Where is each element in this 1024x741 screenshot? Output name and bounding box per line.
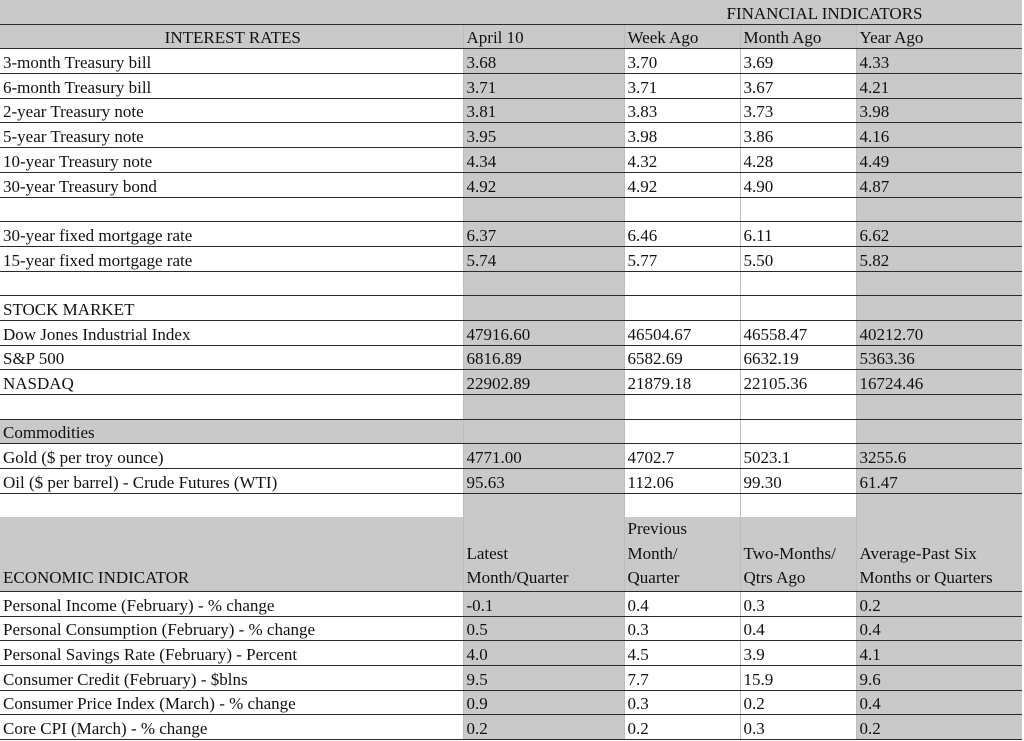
- cell-two-ago: 3.9: [740, 641, 856, 666]
- cell-year-ago: 5363.36: [856, 345, 1022, 370]
- section-label: INTEREST RATES: [0, 24, 463, 49]
- cell-year-ago: 4.16: [856, 123, 1022, 148]
- cell-week-ago: 3.70: [624, 49, 740, 74]
- cell-latest: 0.2: [463, 715, 624, 740]
- table-row: [0, 469, 1022, 494]
- page-title: FINANCIAL INDICATORS: [624, 0, 1022, 24]
- table-row: [0, 246, 1022, 271]
- column-header: Average-Past Six Months or Quarters: [856, 517, 1022, 591]
- cell-previous: 7.7: [624, 666, 740, 691]
- table-row: [0, 222, 1022, 247]
- column-header: Two-Months/ Qtrs Ago: [740, 517, 856, 591]
- cell-month-ago: 4.28: [740, 148, 856, 173]
- cell-average: 0.4: [856, 690, 1022, 715]
- cell-year-ago: 6.62: [856, 222, 1022, 247]
- stock-market-header: [0, 296, 1022, 321]
- cell-year-ago: 4.33: [856, 49, 1022, 74]
- table-row: [0, 616, 1022, 641]
- cell-year-ago: 40212.70: [856, 320, 1022, 345]
- cell-year-ago: 4.21: [856, 74, 1022, 99]
- cell-current: 22902.89: [463, 370, 624, 395]
- cell-week-ago: 21879.18: [624, 370, 740, 395]
- cell-current: 3.95: [463, 123, 624, 148]
- cell-two-ago: 0.2: [740, 690, 856, 715]
- table-row: [0, 345, 1022, 370]
- spacer-row: [0, 197, 1022, 222]
- cell-current: 4.92: [463, 172, 624, 197]
- row-label: Gold ($ per troy ounce): [0, 444, 463, 469]
- cell-current: 3.81: [463, 98, 624, 123]
- cell-average: 0.2: [856, 715, 1022, 740]
- table-row: [0, 98, 1022, 123]
- cell-month-ago: 6632.19: [740, 345, 856, 370]
- cell-two-ago: 0.3: [740, 591, 856, 616]
- cell-year-ago: 5.82: [856, 246, 1022, 271]
- cell-current: 47916.60: [463, 320, 624, 345]
- cell-month-ago: 3.67: [740, 74, 856, 99]
- column-header: Latest Month/Quarter: [463, 517, 624, 591]
- row-label: 2-year Treasury note: [0, 98, 463, 123]
- cell-previous: 0.2: [624, 715, 740, 740]
- row-label: 3-month Treasury bill: [0, 49, 463, 74]
- interest-rates-header: [0, 24, 1022, 49]
- row-label: Personal Income (February) - % change: [0, 591, 463, 616]
- cell-average: 4.1: [856, 641, 1022, 666]
- cell-month-ago: 46558.47: [740, 320, 856, 345]
- table-row: [0, 591, 1022, 616]
- column-header: April 10: [463, 24, 624, 49]
- cell-current: 5.74: [463, 246, 624, 271]
- row-label: Consumer Credit (February) - $blns: [0, 666, 463, 691]
- cell-year-ago: 16724.46: [856, 370, 1022, 395]
- table-row: [0, 715, 1022, 740]
- cell-latest: 0.9: [463, 690, 624, 715]
- cell-week-ago: 112.06: [624, 469, 740, 494]
- row-label: 6-month Treasury bill: [0, 74, 463, 99]
- column-header: Week Ago: [624, 24, 740, 49]
- cell-week-ago: 6582.69: [624, 345, 740, 370]
- table-row: [0, 49, 1022, 74]
- cell-week-ago: 5.77: [624, 246, 740, 271]
- table-row: [0, 148, 1022, 173]
- table-row: [0, 172, 1022, 197]
- section-label: Commodities: [0, 419, 463, 444]
- cell-year-ago: 3.98: [856, 98, 1022, 123]
- table-row: [0, 666, 1022, 691]
- spacer-row: [0, 493, 1022, 517]
- row-label: Dow Jones Industrial Index: [0, 320, 463, 345]
- cell-average: 0.4: [856, 616, 1022, 641]
- table-row: [0, 641, 1022, 666]
- cell-month-ago: 22105.36: [740, 370, 856, 395]
- cell-current: 6816.89: [463, 345, 624, 370]
- spacer-row: [0, 271, 1022, 296]
- commodities-header: [0, 419, 1022, 444]
- cell-latest: 0.5: [463, 616, 624, 641]
- row-label: Consumer Price Index (March) - % change: [0, 690, 463, 715]
- cell-week-ago: 4.92: [624, 172, 740, 197]
- cell-year-ago: 4.87: [856, 172, 1022, 197]
- row-label: 10-year Treasury note: [0, 148, 463, 173]
- row-label: 15-year fixed mortgage rate: [0, 246, 463, 271]
- cell-week-ago: 6.46: [624, 222, 740, 247]
- section-label: STOCK MARKET: [0, 296, 463, 321]
- cell-average: 0.2: [856, 591, 1022, 616]
- cell-month-ago: 3.69: [740, 49, 856, 74]
- cell-current: 3.71: [463, 74, 624, 99]
- title-spacer: [463, 0, 624, 24]
- cell-month-ago: 5023.1: [740, 444, 856, 469]
- row-label: 30-year Treasury bond: [0, 172, 463, 197]
- cell-latest: -0.1: [463, 591, 624, 616]
- row-label: Personal Consumption (February) - % change: [0, 616, 463, 641]
- column-header: Month Ago: [740, 24, 856, 49]
- cell-month-ago: 3.86: [740, 123, 856, 148]
- cell-current: 3.68: [463, 49, 624, 74]
- cell-week-ago: 3.71: [624, 74, 740, 99]
- economic-header: [0, 517, 1022, 591]
- cell-two-ago: 0.4: [740, 616, 856, 641]
- cell-current: 95.63: [463, 469, 624, 494]
- cell-previous: 0.3: [624, 616, 740, 641]
- row-label: 30-year fixed mortgage rate: [0, 222, 463, 247]
- table-row: [0, 74, 1022, 99]
- cell-current: 4771.00: [463, 444, 624, 469]
- cell-week-ago: 3.98: [624, 123, 740, 148]
- row-label: Core CPI (March) - % change: [0, 715, 463, 740]
- cell-current: 6.37: [463, 222, 624, 247]
- title-spacer: [0, 0, 463, 24]
- cell-two-ago: 0.3: [740, 715, 856, 740]
- cell-year-ago: 4.49: [856, 148, 1022, 173]
- cell-month-ago: 4.90: [740, 172, 856, 197]
- cell-week-ago: 4702.7: [624, 444, 740, 469]
- row-label: Personal Savings Rate (February) - Percent: [0, 641, 463, 666]
- table-row: [0, 123, 1022, 148]
- row-label: Oil ($ per barrel) - Crude Futures (WTI): [0, 469, 463, 494]
- cell-year-ago: 61.47: [856, 469, 1022, 494]
- cell-week-ago: 4.32: [624, 148, 740, 173]
- row-label: NASDAQ: [0, 370, 463, 395]
- cell-year-ago: 3255.6: [856, 444, 1022, 469]
- cell-month-ago: 3.73: [740, 98, 856, 123]
- table-row: [0, 320, 1022, 345]
- cell-previous: 0.4: [624, 591, 740, 616]
- cell-week-ago: 3.83: [624, 98, 740, 123]
- cell-previous: 4.5: [624, 641, 740, 666]
- spacer-row: [0, 395, 1022, 420]
- cell-two-ago: 15.9: [740, 666, 856, 691]
- column-header: Year Ago: [856, 24, 1022, 49]
- section-label: ECONOMIC INDICATOR: [0, 517, 463, 591]
- cell-latest: 9.5: [463, 666, 624, 691]
- table-row: [0, 690, 1022, 715]
- cell-week-ago: 46504.67: [624, 320, 740, 345]
- cell-latest: 4.0: [463, 641, 624, 666]
- cell-average: 9.6: [856, 666, 1022, 691]
- cell-previous: 0.3: [624, 690, 740, 715]
- cell-month-ago: 5.50: [740, 246, 856, 271]
- table-row: [0, 370, 1022, 395]
- cell-current: 4.34: [463, 148, 624, 173]
- cell-month-ago: 6.11: [740, 222, 856, 247]
- table-row: [0, 444, 1022, 469]
- cell-month-ago: 99.30: [740, 469, 856, 494]
- row-label: S&P 500: [0, 345, 463, 370]
- column-header: Previous Month/ Quarter: [624, 517, 740, 591]
- row-label: 5-year Treasury note: [0, 123, 463, 148]
